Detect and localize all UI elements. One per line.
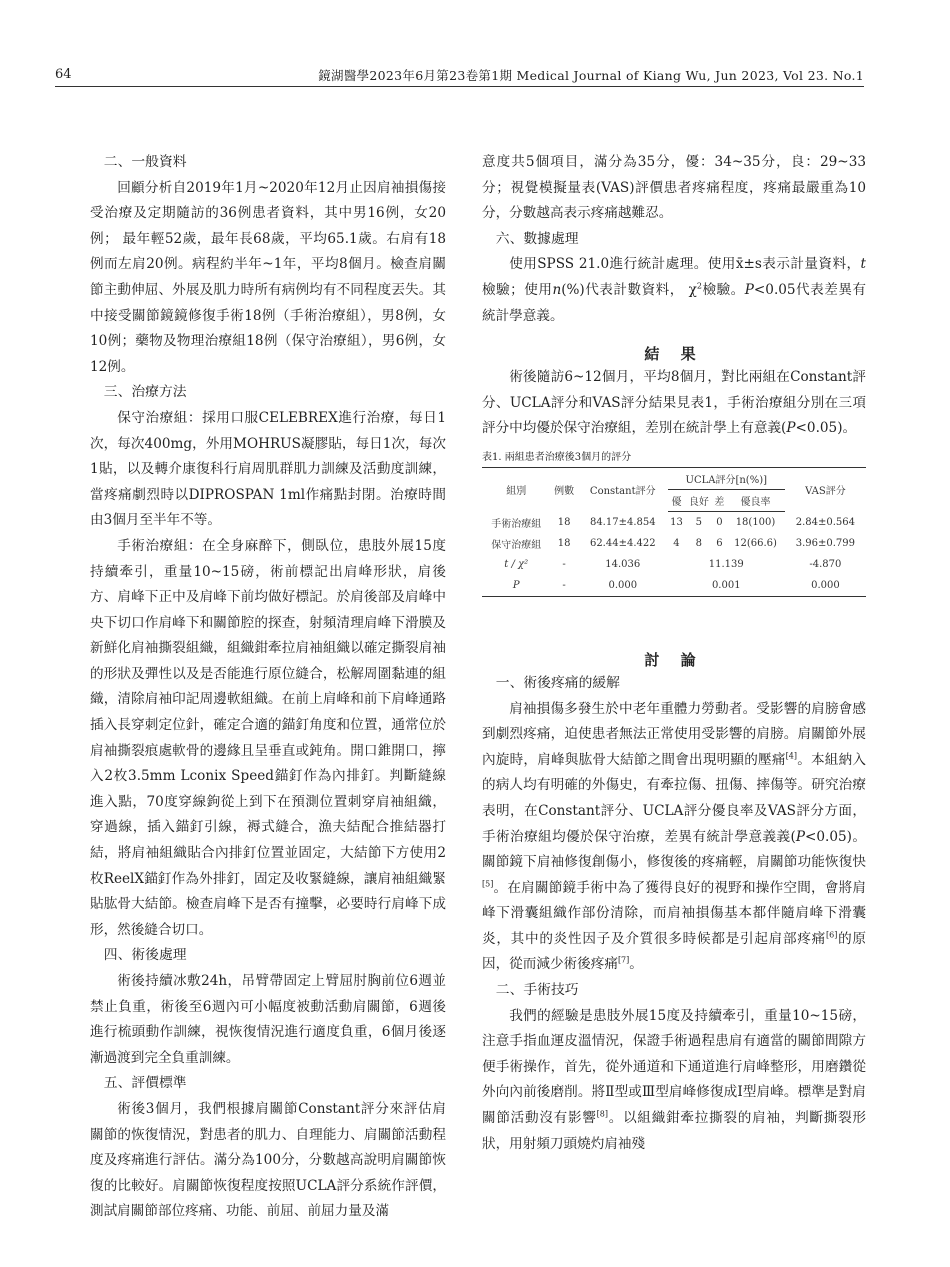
results-heading: 結 果 bbox=[644, 345, 704, 364]
table-header-rate: 優良率 bbox=[726, 489, 785, 511]
paragraph-results: 術後隨訪6~12個月，平均8個月，對比兩組在Constant評分、UCLA評分和VAS評分結果見表1，手術治療組分別在三項評分中均優於保守治療組，差別在統計學上有意義(P<0.05)。 bbox=[482, 369, 866, 437]
discussion-heading: 討 論 bbox=[644, 650, 704, 669]
table-header-good: 良好 bbox=[685, 489, 712, 511]
paragraph-general-data: 回顧分析自2019年1月~2020年12月止因肩袖損傷接受治療及定期隨訪的36例患者資料，其中男16例，女20例； 最年輕52歲，最年長68歲，平均65.1歲。右肩有18例而左肩20例。病程約半年~1年，平均8個月。檢查肩關節主動伸屈、外展及肌力時所有病例均有不同程度丟失。其中接受關節鏡鏡修復手術18例（手術治療組），男8例，女10例；藥物及物理治療組18例（保守治療組），男6例，女12例。 bbox=[90, 179, 446, 375]
section-heading-pain-relief: 一、術後疼痛的緩解 bbox=[495, 674, 620, 691]
paragraph-evaluation: 術後3個月，我們根據肩關節Constant評分來評估肩關節的恢復情況，對患者的肌力、自理能力、肩關節活動程度及疼痛進行評估。滿分為100分，分數越高說明肩關節恢復的比較好。肩關節恢復程度按照UCLA評分系統作評價，測試肩關節部位疼痛、功能、前屈、前屈力量及滿 bbox=[90, 1100, 446, 1220]
table-row: 手術治療組 18 84.17±4.854 13 5 0 18(100) 2.84±0.564 bbox=[491, 516, 856, 530]
page-number: 64 bbox=[55, 67, 72, 82]
paragraph-evaluation-continued: 意度共5個項目，滿分為35分，優：34~35分，良：29~33分；視覺模擬量表(VAS)評價患者疼痛程度，疼痛最嚴重為10分，分數越高表示疼痛越難忍。 bbox=[482, 154, 866, 222]
right-column bbox=[482, 150, 866, 1157]
section-heading-statistics: 六、數據處理 bbox=[495, 230, 579, 247]
paragraph-surgical-technique: 我們的經驗是患肢外展15度及持續牽引，重量10~15磅，注意手指血運皮溫情況，保證手術過程患肩有適當的關節間隙方便手術操作，首先，從外通道和下通道進行肩峰整形，用磨鑽從外向內前後磨削。將Ⅱ型或Ⅲ型肩峰修復成Ⅰ型肩峰。標準是對肩關節活動沒有影響[8]。以組織鉗牽拉撕裂的肩袖，判斷撕裂形狀，用射頻刀頭燒灼肩袖殘 bbox=[482, 1007, 867, 1152]
table-header-cases: 例數 bbox=[550, 467, 577, 511]
running-head: 鏡湖醫學2023年6月第23卷第1期 Medical Journal of Kiang Wu, Jun 2023, Vol 23. No.1 bbox=[318, 68, 864, 83]
table-header-poor: 差 bbox=[713, 489, 727, 511]
table-header-constant: Constant評分 bbox=[578, 467, 668, 511]
table-row: P - 0.000 0.001 0.000 bbox=[482, 575, 866, 597]
paragraph-surgical-treatment: 手術治療組：在全身麻醉下，側臥位，患肢外展15度持續牽引，重量10~15磅，術前標記出肩峰形狀，肩後方、肩峰下正中及肩峰下前均做好標記。於肩後部及肩峰中央下切口作肩峰下和關節腔的探查，射頻清理肩峰下滑膜及新鮮化肩袖撕裂組織，組織鉗牽拉肩袖組織以確定撕裂肩袖的形狀及彈性以及是否能進行原位縫合，松解周圍黏連的組織，清除肩袖印記周邊軟組織。在前上肩峰和前下肩峰通路插入長穿刺定位針，確定合適的錨釘角度和位置，通常位於肩袖撕裂痕處軟骨的邊緣且呈垂直或鈍角。開口錐開口，擰入2枚3.5mm Lconix Speed錨釘作為內排釘。判斷縫線進入點，70度穿線鉤從上到下在預測位置刺穿肩袖組織，穿過線，插入錨釘引線，褥式縫合，漁夫結配合推結器打結，將肩袖組織貼合內排釘位置並固定，大結節下方使用2枚ReelX錨釘作為外排釘，固定及收緊縫線，讓肩袖組織緊貼肱骨大結節。檢查肩峰下是否有撞擊，必要時行肩峰下成形，然後縫合切口。 bbox=[90, 537, 446, 938]
paragraph-conservative-treatment: 保守治療組：採用口服CELEBREX進行治療，每日1次，每次400mg，外用MOHRUS凝膠貼，每日1次，每次1貼，以及轉介康復科行肩周肌群肌力訓練及活動度訓練，當疼痛劇烈時以DIPROSPAN 1ml作痛點封閉。治療時間由3個月至半年不等。 bbox=[90, 409, 446, 529]
table-header-ucla: UCLA評分[n(%)] bbox=[668, 467, 785, 489]
table-row: t / χ² - 14.036 11.139 -4.870 bbox=[504, 558, 842, 570]
paragraph-statistics: 使用SPSS 21.0進行統計處理。使用x̄±s表示計量資料，t 檢驗；使用n(%)代表計數資料， $\chi^2$檢驗。P<0.05代表差異有統計學意義。 bbox=[482, 256, 866, 324]
results-table bbox=[482, 467, 866, 597]
section-heading-evaluation: 五、評價標準 bbox=[103, 1075, 187, 1092]
header-rule bbox=[55, 86, 864, 87]
paragraph-postop: 術後持續冰敷24h，吊臂帶固定上臂屈肘胸前位6週並禁止負重，術後至6週內可小幅度被動活動肩關節，6週後進行梳頭動作訓練，視恢復情況進行適度負重，6個月後逐漸過渡到完全負重訓練。 bbox=[90, 973, 446, 1066]
section-heading-treatment: 三、治療方法 bbox=[103, 384, 187, 401]
table-header-group: 組別 bbox=[482, 467, 550, 511]
section-heading-postop: 四、術後處理 bbox=[103, 947, 187, 964]
table-row: 保守治療組 18 62.44±4.422 4 8 6 12(66.6) 3.96±0.799 bbox=[491, 537, 856, 551]
section-heading-surgical-technique: 二、手術技巧 bbox=[495, 982, 579, 999]
left-column bbox=[90, 150, 446, 1225]
paragraph-pain-relief: 肩袖損傷多發生於中老年重體力勞動者。受影響的肩膀會感到劇烈疼痛，迫使患者無法正常使用受影響的肩膀。肩關節外展內旋時，肩峰與肱骨大結節之間會出現明顯的壓痛[4]。本組納入的病人均有明確的外傷史，有牽拉傷、扭傷、摔傷等。研究治療表明，在Constant評分、UCLA評分優良率及VAS評分方面，手術治療組均優於保守治療，差異有統計學意義義(P<0.05)。關節鏡下肩袖修復創傷小，修復後的疼痛輕，肩關節功能恢復快[5]。在肩關節鏡手術中為了獲得良好的視野和操作空間，會將肩峰下滑囊組織作部份清除，而肩袖損傷基本都伴隨肩峰下滑囊炎，其中的炎性因子及介質很多時候都是引起肩部疼痛[6]的原因，從而減少術後疼痛[7]。 bbox=[482, 700, 867, 973]
table-header-vas: VAS評分 bbox=[785, 467, 866, 511]
table-header-excellent: 優 bbox=[668, 489, 685, 511]
table-caption: 表1. 兩組患者治療後3個月的評分 bbox=[482, 451, 632, 463]
section-heading-general-data: 二、一般資料 bbox=[103, 154, 187, 170]
